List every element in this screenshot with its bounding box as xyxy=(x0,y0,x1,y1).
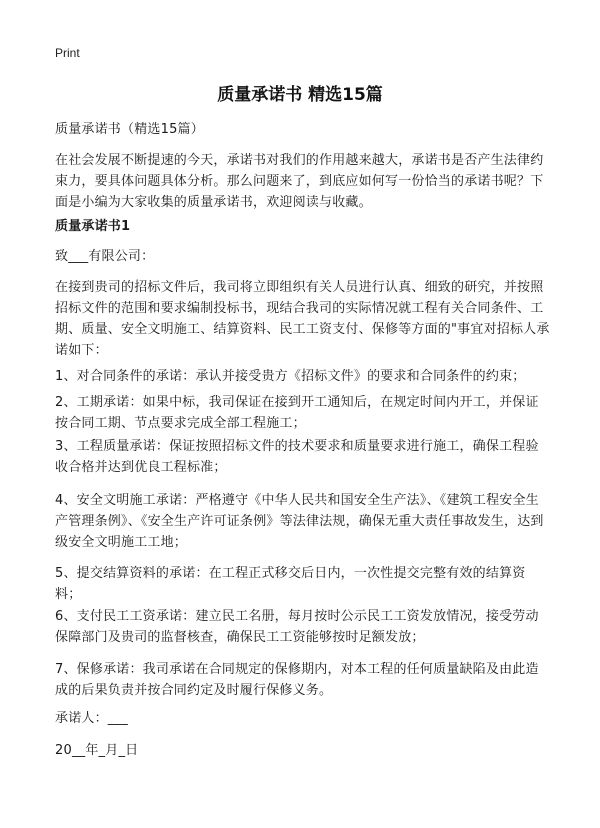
list-item-3: 3、工程质量承诺：保证按照招标文件的技术要求和质量要求进行施工，确保工程验收合格并达到优良工程标准； xyxy=(55,439,539,475)
list-item-4: 4、安全文明施工承诺：严格遵守《中华人民共和国安全生产法》、《建筑工程安全生产管理条例》、《安全生产许可证条例》等法律法规，确保无重大责任事故发生，达到级安全文明施工工地； xyxy=(55,493,544,550)
list-item-7: 7、保修承诺：我司承诺在合同规定的保修期内，对本工程的任何质量缺陷及由此造成的后果负责并按合同约定及时履行保修义务。 xyxy=(55,662,539,698)
salutation: 致___有限公司： xyxy=(55,249,155,264)
intro-paragraph: 在社会发展不断提速的今天，承诺书对我们的作用越来越大，承诺书是否产生法律约束力，要具体问题具体分析。那么问题来了，到底应如何写一份恰当的承诺书呢？下面是小编为大家收集的质量承诺书，欢迎阅读与收藏。 xyxy=(55,153,544,210)
signer-line: 承诺人：___ xyxy=(55,711,128,726)
list-item-5: 5、提交结算资料的承诺：在工程正式移交后日内，一次性提交完整有效的结算资料； xyxy=(55,566,526,602)
document-title: 质量承诺书 精选15篇 xyxy=(217,85,383,105)
date-line: 20__年_月_日 xyxy=(55,743,139,758)
section-heading: 质量承诺书1 xyxy=(55,219,131,234)
print-label: Print xyxy=(55,46,80,60)
opening-paragraph: 在接到贵司的招标文件后，我司将立即组织有关人员进行认真、细致的研究，并按照招标文件的范围和要求编制投标书，现结合我司的实际情况就工程有关合同条件、工期、质量、安全文明施工、结算资料、民工工资支付、保修等方面的"事宜对招标人承诺如下： xyxy=(55,280,550,358)
document-subtitle: 质量承诺书（精选15篇） xyxy=(55,122,204,137)
list-item-2: 2、工期承诺：如果中标，我司保证在接到开工通知后，在规定时间内开工，并保证按合同工期、节点要求完成全部工程施工； xyxy=(55,395,539,431)
list-item-6: 6、支付民工工资承诺：建立民工名册，每月按时公示民工工资发放情况，接受劳动保障部门及贵司的监督核查，确保民工工资能够按时足额发放； xyxy=(55,609,539,645)
list-item-1: 1、对合同条件的承诺：承认并接受贵方《招标文件》的要求和合同条件的约束； xyxy=(55,369,526,384)
